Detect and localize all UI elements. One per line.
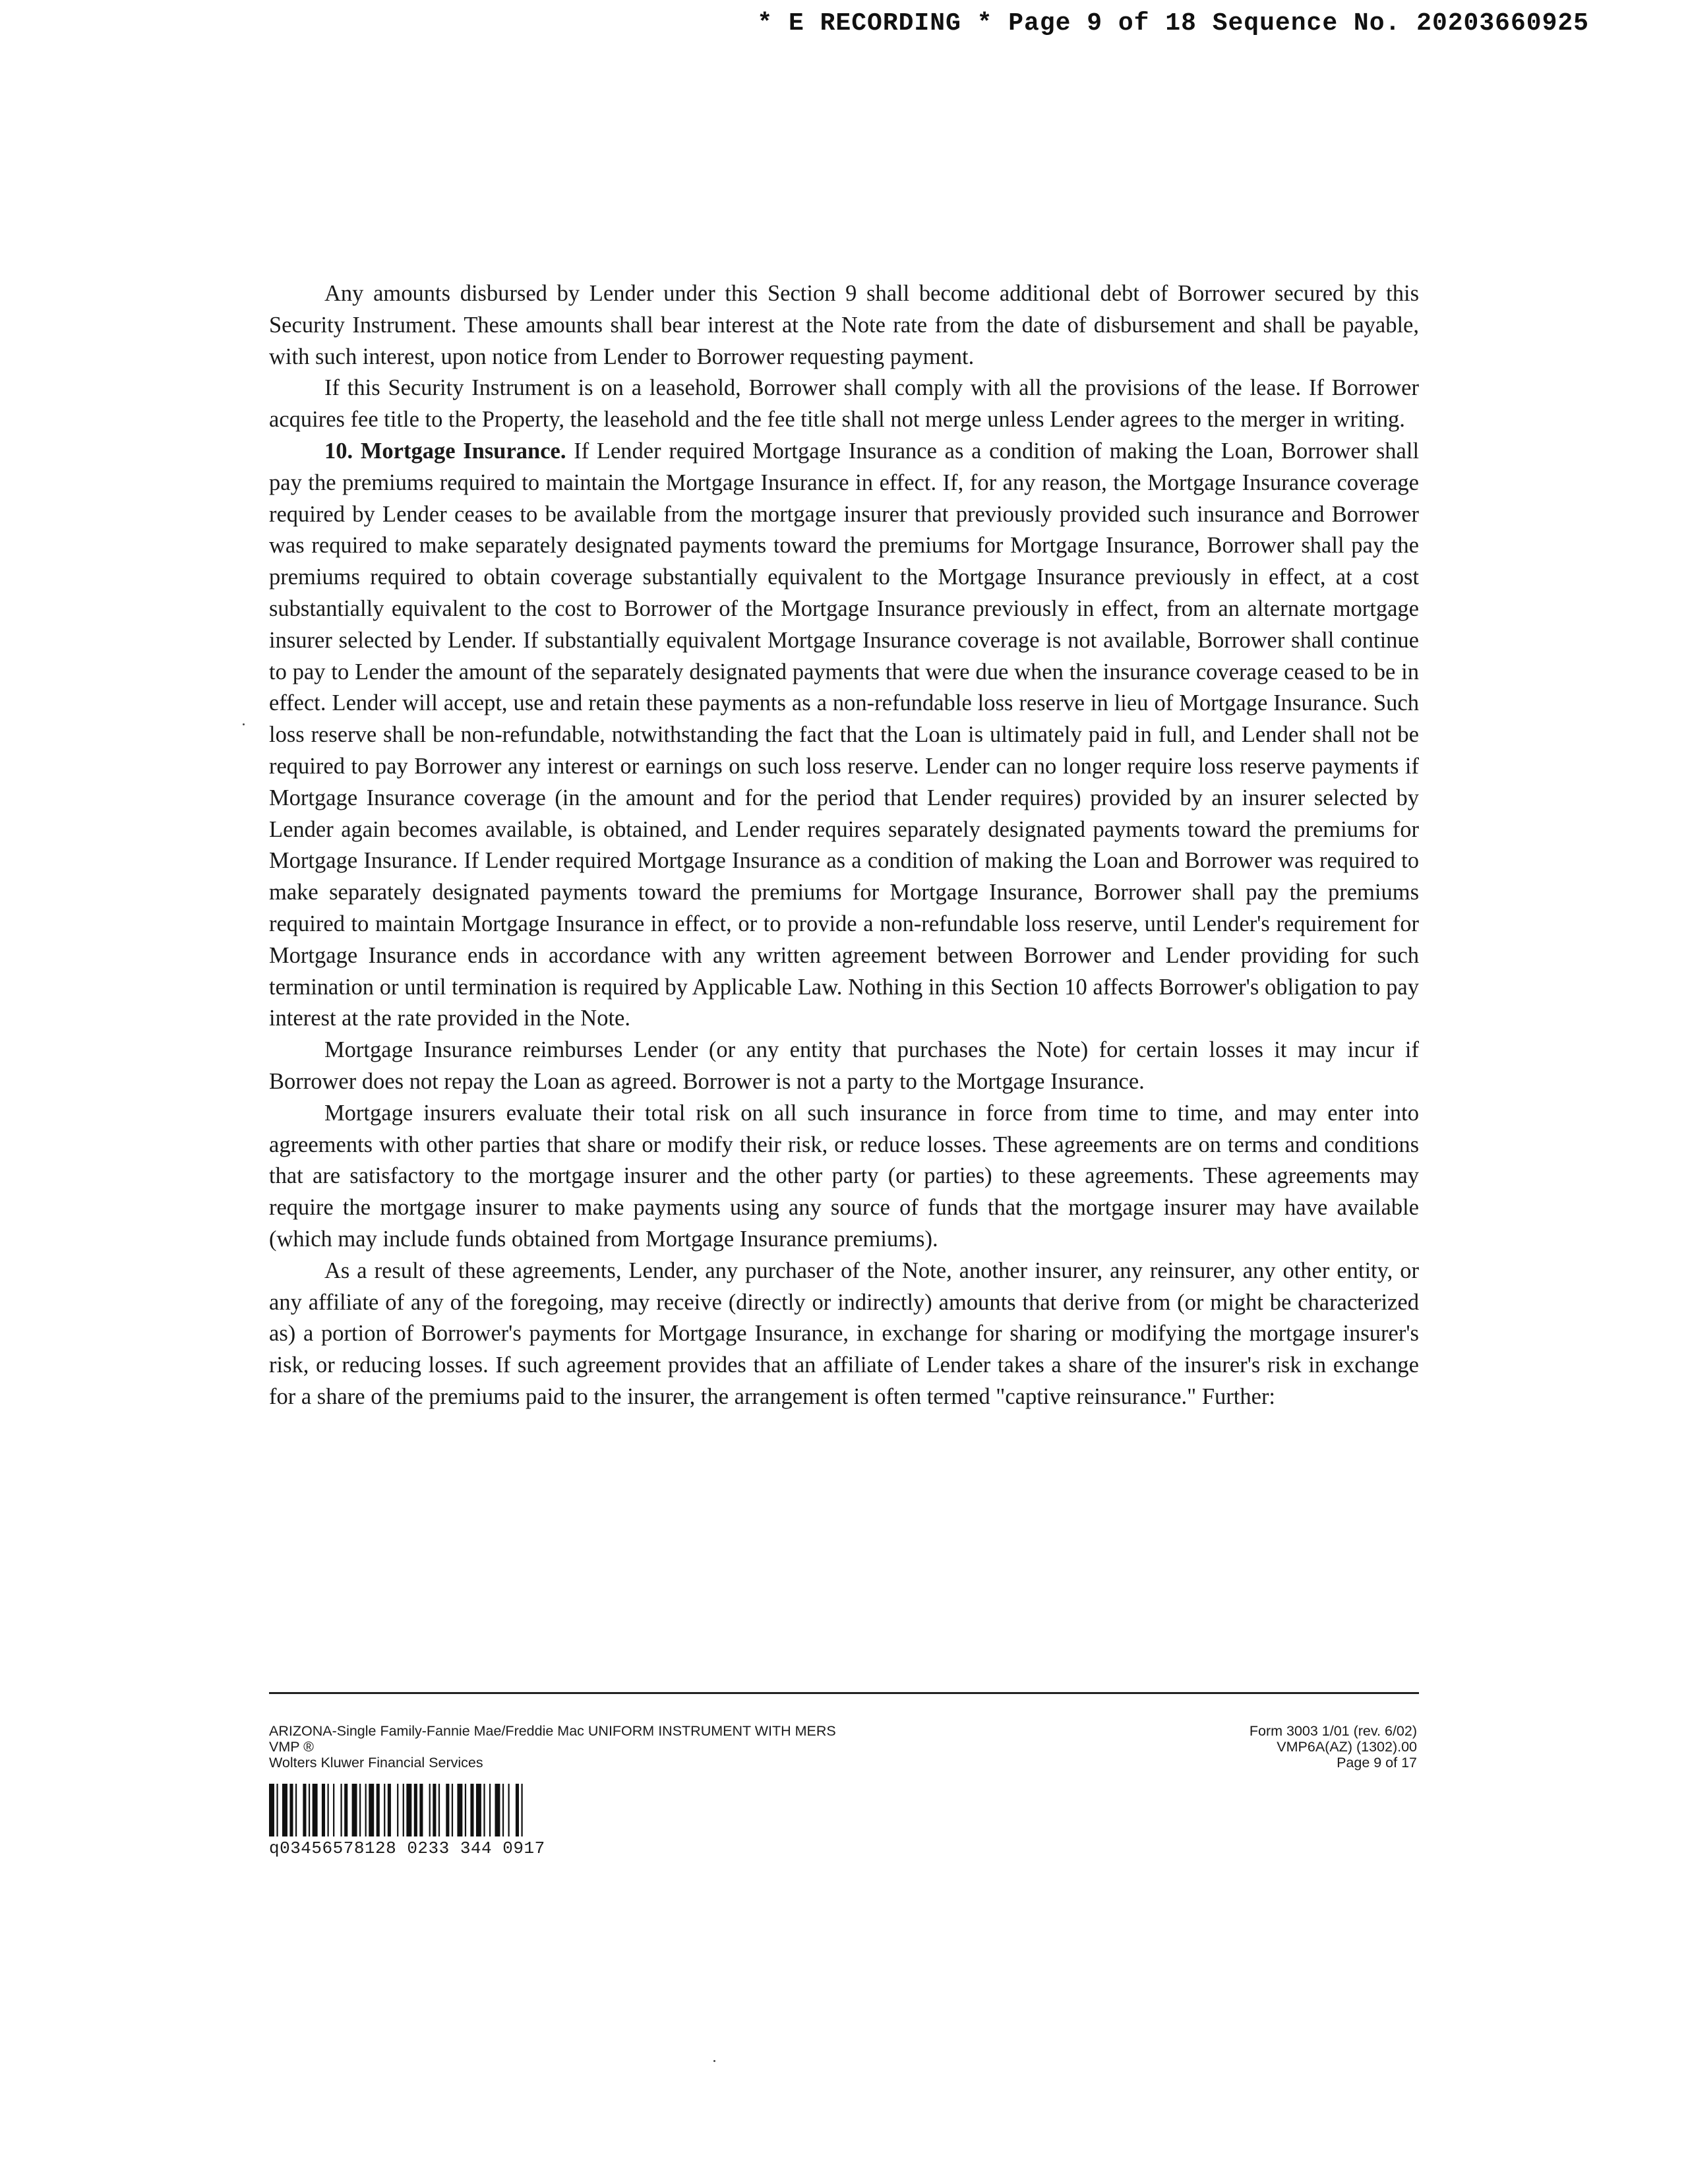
barcode-bar: [483, 1784, 485, 1836]
barcode-bar: [365, 1784, 367, 1836]
paragraph-mi-insurers: Mortgage insurers evaluate their total risk on all such insurance in force from time to time, and may enter into agreements with other parties that share or modify their risk, or reduce losses. These agreements are on terms and conditions that are satisfactory to the mortgage insurer and the other party (or parties) to these agreements. These agreements may require the mortgage insurer to make payments using any source of funds that the mortgage insurer may have available (which may include funds obtained from Mortgage Insurance premiums).: [269, 1100, 1419, 1252]
scan-speck: [243, 723, 245, 725]
footer-form-description: [269, 1723, 836, 1771]
barcode-bar: [419, 1784, 423, 1836]
barcode-number: q03456578128 0233 344 0917: [269, 1838, 545, 1858]
footer-publisher: Wolters Kluwer Financial Services: [269, 1755, 483, 1771]
footer-divider: [269, 1692, 1419, 1694]
scan-speck: [713, 2060, 715, 2062]
barcode-bar: [470, 1784, 473, 1836]
barcode-bar: [438, 1784, 440, 1836]
barcode-bar: [322, 1784, 325, 1836]
barcode-bar: [377, 1784, 380, 1836]
barcode-bar: [433, 1784, 436, 1836]
barcode-bar: [516, 1784, 519, 1836]
document-body: [269, 278, 1419, 1413]
recording-header: * E RECORDING * Page 9 of 18 Sequence No. 20203660925: [757, 9, 1589, 38]
barcode-bar: [521, 1784, 522, 1836]
barcode-bar: [333, 1784, 334, 1836]
barcode-bar: [502, 1784, 504, 1836]
barcode-bar: [313, 1784, 318, 1836]
barcode-bar: [403, 1784, 404, 1836]
barcode-bar: [289, 1784, 293, 1836]
barcode-bar: [397, 1784, 398, 1836]
barcode-bar: [295, 1784, 297, 1836]
footer-form-info: [1250, 1723, 1417, 1771]
barcode-bar: [429, 1784, 431, 1836]
barcode-bar: [309, 1784, 310, 1836]
barcode-bar: [388, 1784, 391, 1836]
footer-form-code: VMP6A(AZ) (1302).00: [1277, 1739, 1417, 1755]
barcode-bar: [269, 1784, 274, 1836]
footer-form-title: ARIZONA-Single Family-Fannie Mae/Freddie Mac UNIFORM INSTRUMENT WITH MERS: [269, 1723, 836, 1739]
barcode-bar: [340, 1784, 342, 1836]
barcode-bar: [489, 1784, 491, 1836]
paragraph-captive-reinsurance: As a result of these agreements, Lender, any purchaser of the Note, another insurer, any reinsurer, any other entity, or any affiliate of any of the foregoing, may receive (directly or indirectly) amounts that derive from (or might be characterized as) a portion of Borrower's payments for Mortgage Insurance, in exchange for sharing or modifying the mortgage insurer's risk, or reducing losses. If such agreement provides that an affiliate of Lender takes a share of the insurer's risk in exchange for a share of the premiums paid to the insurer, the arrangement is often termed "captive reinsurance." Further:: [269, 1258, 1419, 1409]
barcode-bar: [384, 1784, 385, 1836]
paragraph-mi-reimburses: Mortgage Insurance reimburses Lender (or any entity that purchases the Note) for certain losses it may incur if Borrower does not repay the Loan as agreed. Borrower is not a party to the Mortgage Insurance.: [269, 1037, 1419, 1094]
barcode-bar: [476, 1784, 481, 1836]
paragraph-disbursed-amounts: Any amounts disbursed by Lender under this Section 9 shall become additional debt of Borrower secured by this Security Instrument. These amounts shall bear interest at the Note rate from the date of disbursement and shall be payable, with such interest, upon notice from Lender to Borrower requesting payment.: [269, 281, 1419, 369]
barcode-bar: [452, 1784, 453, 1836]
barcode-bar: [495, 1784, 500, 1836]
barcode-bar: [465, 1784, 466, 1836]
paragraph-leasehold: If this Security Instrument is on a leasehold, Borrower shall comply with all the provisions of the lease. If Borrower acquires fee title to the Property, the leasehold and the fee title shall not merge unless Lender agrees to the merger in writing.: [269, 375, 1419, 433]
barcode-bar: [414, 1784, 417, 1836]
footer-vmp: VMP ®: [269, 1739, 315, 1755]
barcode-bar: [446, 1784, 449, 1836]
barcode-bar: [457, 1784, 462, 1836]
section-10-heading: 10. Mortgage Insurance.: [324, 438, 566, 464]
footer-form-number: Form 3003 1/01 (rev. 6/02): [1249, 1723, 1417, 1739]
barcode-bar: [303, 1784, 306, 1836]
barcode-bar: [344, 1784, 347, 1836]
barcode-bar: [276, 1784, 278, 1836]
barcode-image: [269, 1784, 721, 1836]
paragraph-section-10: [269, 436, 1419, 1035]
barcode-bar: [352, 1784, 357, 1836]
footer-page-number: Page 9 of 17: [1337, 1755, 1417, 1771]
barcode-bar: [359, 1784, 361, 1836]
barcode-bar: [282, 1784, 287, 1836]
barcode-bar: [327, 1784, 328, 1836]
barcode-bar: [406, 1784, 411, 1836]
section-10-text: If Lender required Mortgage Insurance as a condition of making the Loan, Borrower shall pay the premiums required to maintain the Mortgage Insurance in effect. If, for any reason, the Mortgage Insurance coverage required by Lender ceases to be available from the mortgage insurer that previously provided such insurance and Borrower was required to make separately designated payments toward the premiums for Mortgage Insurance, Borrower shall pay the premiums required to obtain coverage substantially equivalent to the Mortgage Insurance previously in effect, at a cost substantially equivalent to the cost to Borrower of the Mortgage Insurance previously in effect, from an alternate mortgage insurer selected by Lender. If substantially equivalent Mortgage Insurance coverage is not available, Borrower shall continue to pay to Lender the amount of the separately designated payments that were due when the insurance coverage ceased to be in effect. Lender will accept, use and retain these payments as a non-refundable loss reserve in lieu of Mortgage Insurance. Such loss reserve shall be non-refundable, notwithstanding the fact that the Loan is ultimately paid in full, and Lender shall not be required to pay Borrower any interest or earnings on such loss reserve. Lender can no longer require loss reserve payments if Mortgage Insurance coverage (in the amount and for the period that Lender requires) provided by an insurer selected by Lender again becomes available, is obtained, and Lender requires separately designated payments toward the premiums for Mortgage Insurance. If Lender required Mortgage Insurance as a condition of making the Loan and Borrower was required to make separately designated payments toward the premiums for Mortgage Insurance, Borrower shall pay the premiums required to maintain Mortgage Insurance in effect, or to provide a non-refundable loss reserve, until Lender's requirement for Mortgage Insurance ends in accordance with any written agreement between Borrower and Lender providing for such termination or until termination is required by Applicable Law. Nothing in this Section 10 affects Borrower's obligation to pay interest at the rate provided in the Note.: [269, 438, 1420, 1031]
barcode-bar: [369, 1784, 374, 1836]
barcode-bar: [508, 1784, 509, 1836]
